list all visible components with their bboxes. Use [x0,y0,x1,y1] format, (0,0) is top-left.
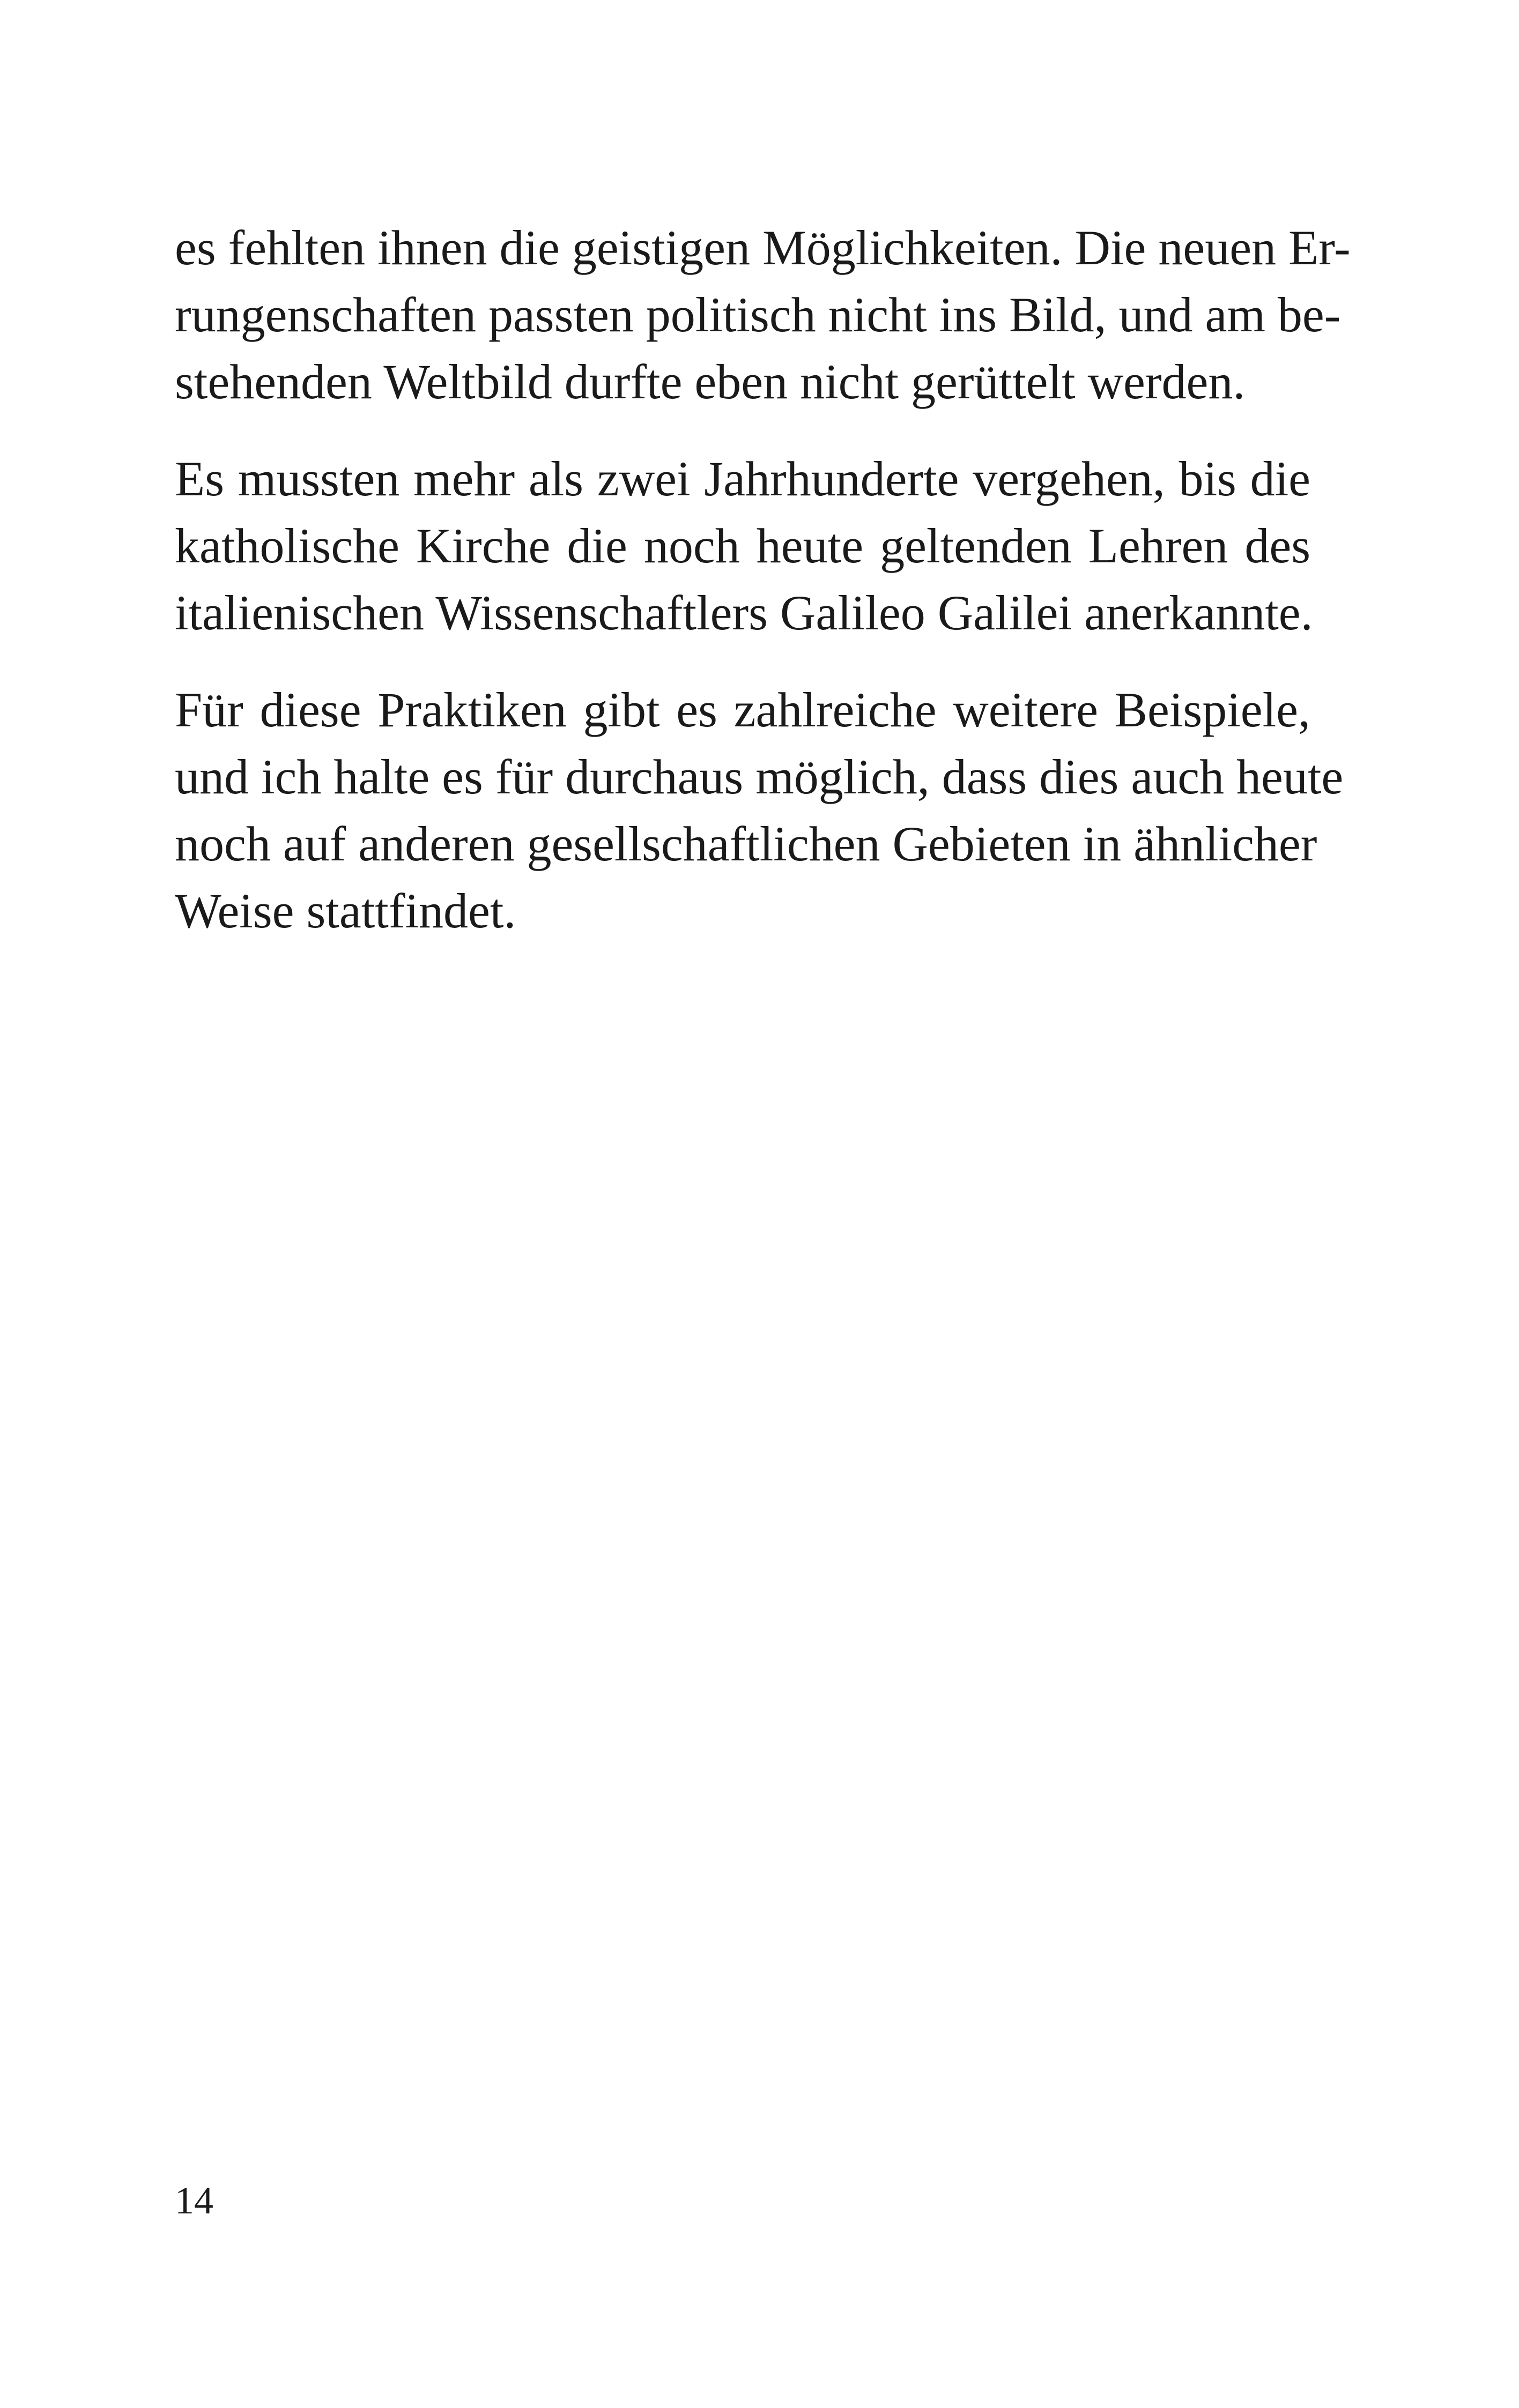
text-line: es fehlten ihnen die geistigen Möglichkeiten. Die neuen Er- [175,220,1351,275]
paragraph-2 [175,445,1313,646]
text-line: Es mussten mehr als zwei Jahrhunderte vergehen, bis die [175,451,1310,506]
text-line: stehenden Weltbild durfte eben nicht gerüttelt werden. [175,354,1246,409]
page-number: 14 [175,2179,213,2222]
text-line: Für diese Praktiken gibt es zahlreiche weitere Beispiele, [175,682,1310,737]
text-line: und ich halte es für durchaus möglich, dass dies auch heute [175,749,1344,804]
text-line: rungenschaften passten politisch nicht ins Bild, und am be- [175,287,1341,342]
paragraph-1 [175,214,1351,415]
text-line: katholische Kirche die noch heute geltenden Lehren des [175,518,1310,573]
body-text [175,214,1351,975]
text-line: italienischen Wissenschaftlers Galileo Galilei anerkannte. [175,585,1313,640]
text-line: Weise stattfindet. [175,883,516,938]
paragraph-3 [175,677,1344,945]
text-line: noch auf anderen gesellschaftlichen Gebieten in ähnlicher [175,816,1317,871]
